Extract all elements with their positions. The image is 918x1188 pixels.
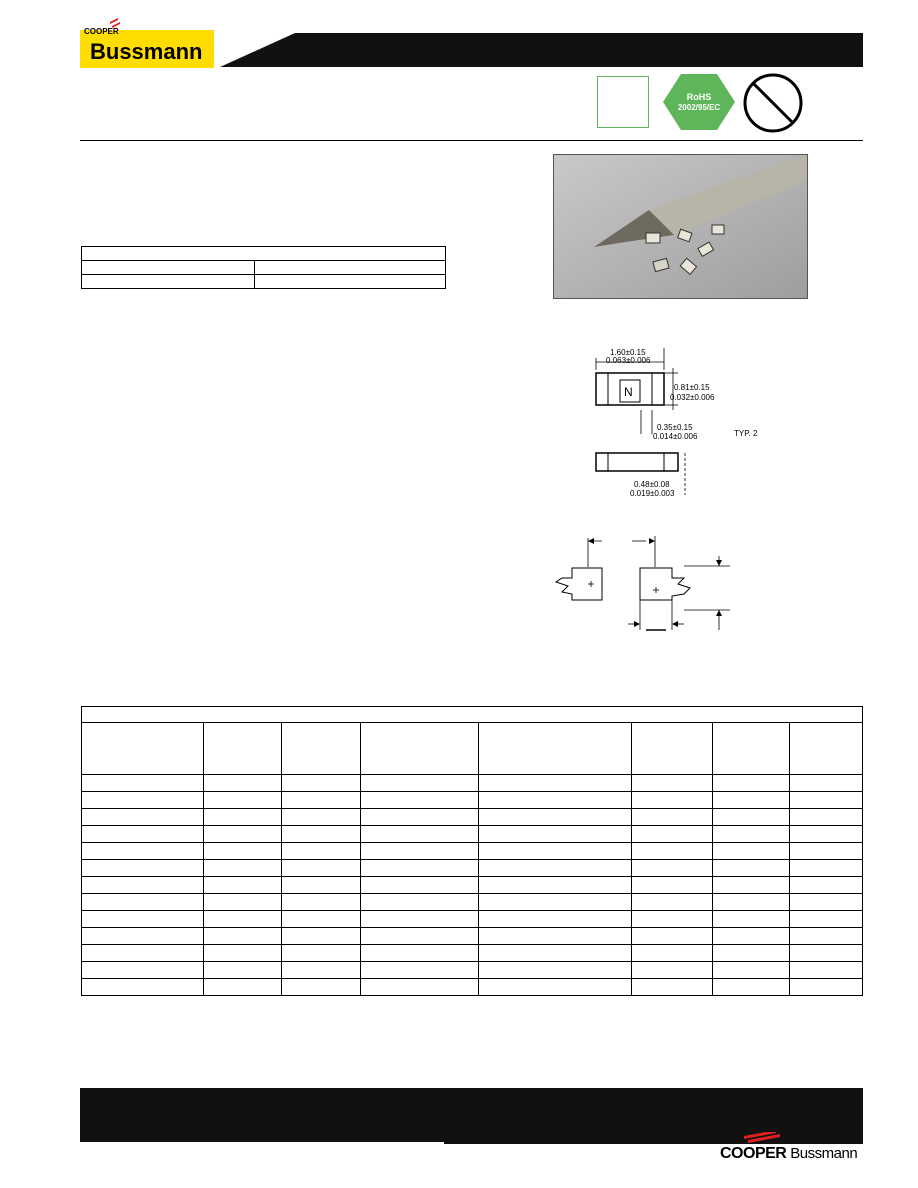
certification-badge-box <box>597 76 649 128</box>
terminal-in: 0.014±0.006 <box>653 432 698 441</box>
table-row <box>82 928 863 945</box>
rohs-directive: 2002/95/EC <box>677 103 721 112</box>
ratings-table <box>81 706 863 996</box>
table-row <box>82 809 863 826</box>
width-in: 0.032±0.006 <box>670 393 715 402</box>
table-row <box>82 826 863 843</box>
table-row <box>82 945 863 962</box>
spec-table <box>81 246 446 289</box>
spec-table-row <box>82 275 446 289</box>
table-row <box>82 894 863 911</box>
header-divider <box>80 140 863 141</box>
lead-free-prohibition-icon <box>742 72 804 134</box>
table-row <box>82 877 863 894</box>
terminal-note: TYP. 2 <box>734 429 758 438</box>
rohs-badge <box>663 72 735 132</box>
dimension-diagram <box>560 340 790 505</box>
table-row <box>82 843 863 860</box>
chip-marking: N <box>624 385 633 399</box>
table-row <box>82 962 863 979</box>
bussmann-logo <box>80 14 214 68</box>
ratings-table-header <box>82 723 863 775</box>
table-row <box>82 911 863 928</box>
height-mm: 0.48±0.08 <box>634 480 670 489</box>
logo-top-text: COOPER <box>84 27 119 36</box>
table-row <box>82 979 863 996</box>
rohs-label: RoHS <box>686 92 712 102</box>
height-in: 0.019±0.003 <box>630 489 675 498</box>
length-mm: 1.60±0.15 <box>610 348 646 357</box>
spec-table-header <box>82 247 446 261</box>
footer-brand <box>720 1145 857 1163</box>
width-mm: 0.81±0.15 <box>674 383 710 392</box>
table-row <box>82 860 863 877</box>
header-bar <box>220 33 863 67</box>
spec-table-row <box>82 261 446 275</box>
logo-main-text: Bussmann <box>90 39 203 64</box>
footer-brand-cooper: COOPER <box>720 1145 787 1162</box>
table-row <box>82 775 863 792</box>
footer-brand-bussmann: Bussmann <box>790 1145 858 1162</box>
table-row <box>82 792 863 809</box>
length-in: 0.063±0.006 <box>606 356 651 365</box>
pad-layout-diagram <box>548 532 738 637</box>
ratings-table-caption <box>82 707 863 723</box>
product-photo <box>553 154 808 299</box>
terminal-mm: 0.35±0.15 <box>657 423 693 432</box>
